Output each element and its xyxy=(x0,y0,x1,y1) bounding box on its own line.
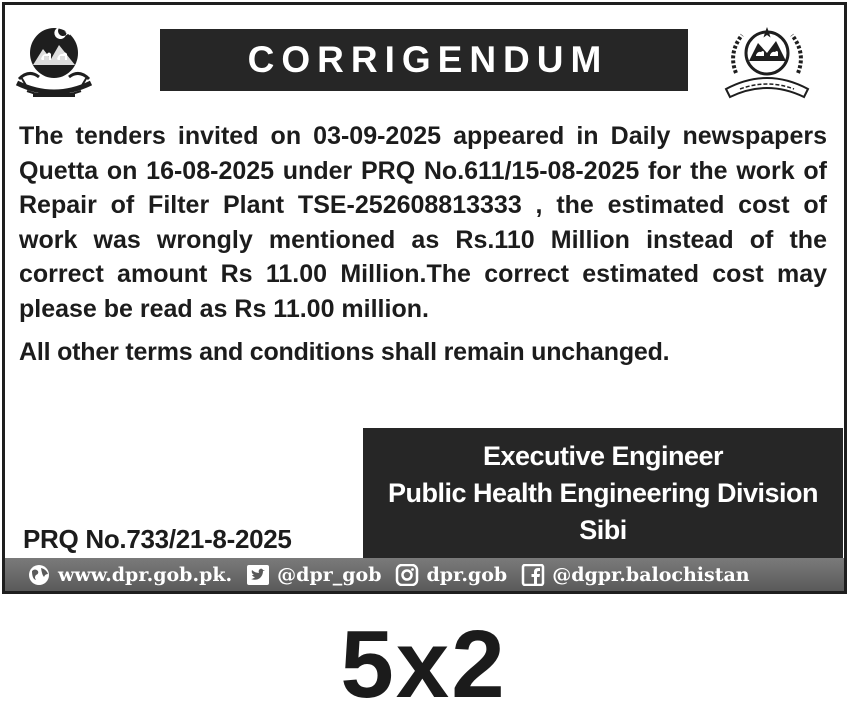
twitter-icon xyxy=(246,564,270,586)
facebook-link[interactable] xyxy=(521,564,749,586)
instagram-icon xyxy=(395,564,419,586)
twitter-link[interactable] xyxy=(246,564,381,586)
instagram-handle: dpr.gob xyxy=(426,563,508,586)
website-text: www.dpr.gob.pk. xyxy=(58,563,233,586)
prq-reference: PRQ No.733/21-8-2025 xyxy=(23,524,292,554)
balochistan-emblem-icon xyxy=(13,19,95,105)
page-title: CORRIGENDUM xyxy=(160,29,688,91)
ad-size-label: 5x2 xyxy=(340,611,507,718)
notice-frame xyxy=(2,2,847,594)
globe-icon xyxy=(27,564,51,586)
website-link[interactable] xyxy=(27,564,232,586)
facebook-icon xyxy=(521,564,545,586)
signature-department: Public Health Engineering Division xyxy=(387,477,819,508)
instagram-link[interactable] xyxy=(395,564,507,586)
notice-terms-note: All other terms and conditions shall remain unchanged. xyxy=(19,338,670,366)
dgpr-emblem-icon xyxy=(718,19,816,107)
signature-block xyxy=(363,428,843,558)
social-footer xyxy=(5,558,844,591)
notice-paragraph: The tenders invited on 03-09-2025 appeared in Daily newspapers Quetta on 16-08-2025 under PRQ No.611/15-08-2025 for the work of Repair of Filter Plant TSE-252608813333 , the estimated cost of work was wrongly mentioned as Rs.110 Million instead of the correct amount Rs 11.00 Million.The correct estimated cost may please be read as Rs 11.00 million. xyxy=(19,122,827,323)
signature-designation: Executive Engineer xyxy=(482,440,724,471)
twitter-handle: @dpr_gob xyxy=(277,563,382,586)
facebook-handle: @dgpr.balochistan xyxy=(552,563,750,586)
signature-location: Sibi xyxy=(579,514,627,545)
